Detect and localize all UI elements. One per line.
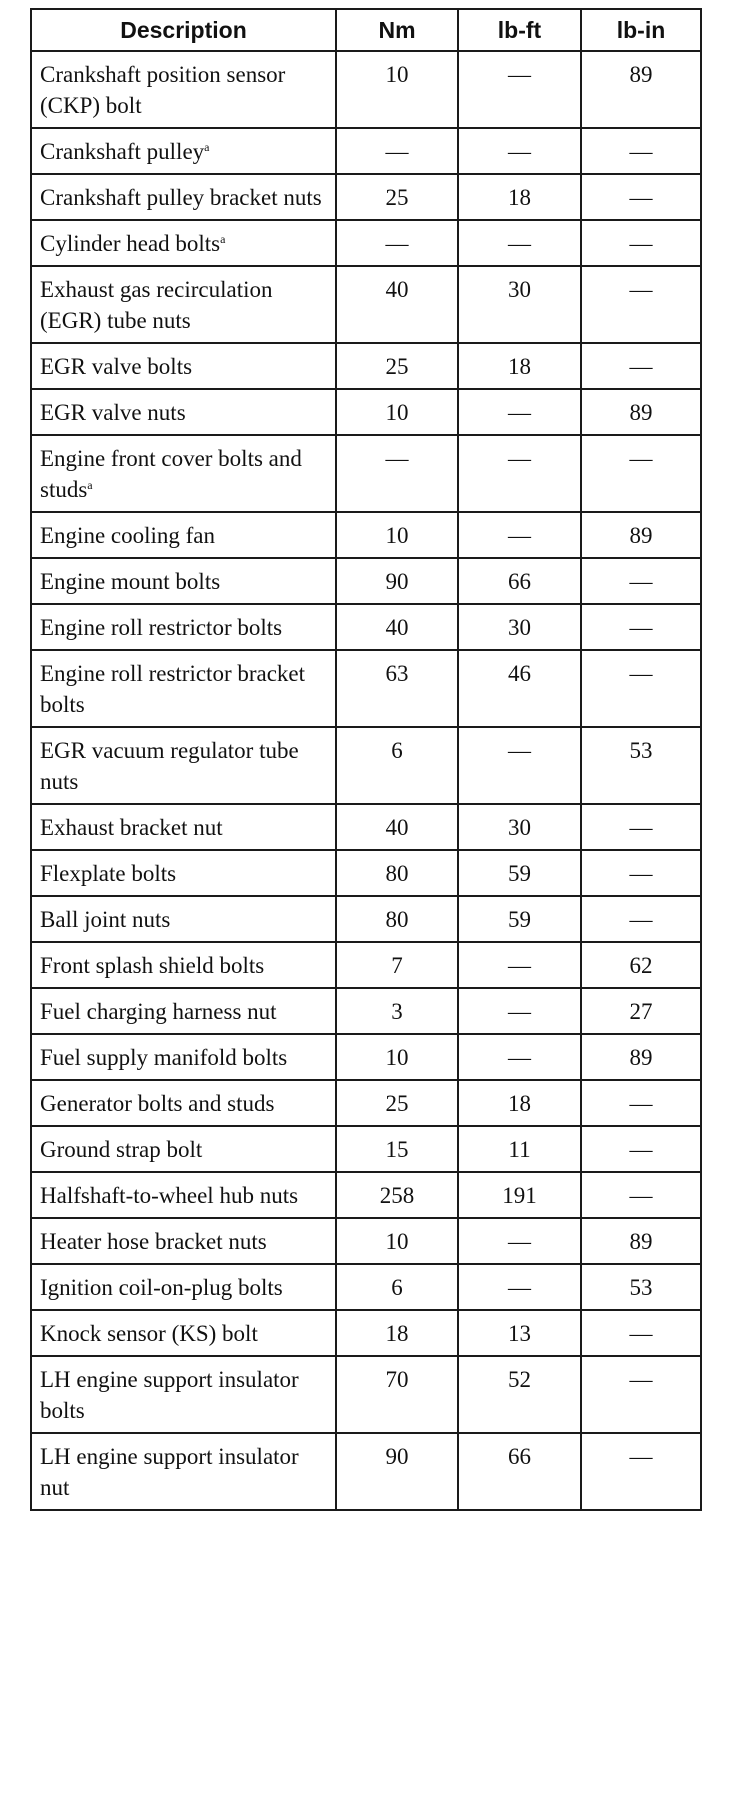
description-text: Knock sensor (KS) bolt bbox=[40, 1321, 258, 1346]
table-row bbox=[31, 1264, 701, 1310]
cell-description bbox=[31, 51, 336, 128]
description-text: Generator bolts and studs bbox=[40, 1091, 275, 1116]
cell-lb-ft: — bbox=[458, 1034, 581, 1080]
cell-lb-in: — bbox=[581, 604, 701, 650]
cell-lb-in: — bbox=[581, 1310, 701, 1356]
cell-lb-ft: 30 bbox=[458, 604, 581, 650]
cell-lb-ft: 191 bbox=[458, 1172, 581, 1218]
description-text: Engine roll restrictor bolts bbox=[40, 615, 283, 640]
cell-nm: 90 bbox=[336, 558, 458, 604]
cell-lb-ft: — bbox=[458, 1264, 581, 1310]
cell-lb-ft: 30 bbox=[458, 266, 581, 343]
cell-nm: 40 bbox=[336, 604, 458, 650]
description-text: Flexplate bolts bbox=[40, 861, 177, 886]
cell-nm: — bbox=[336, 435, 458, 512]
footnote-marker: a bbox=[204, 140, 210, 154]
description-text: Fuel charging harness nut bbox=[40, 999, 277, 1024]
cell-lb-in: — bbox=[581, 1433, 701, 1510]
cell-nm: 63 bbox=[336, 650, 458, 727]
table-row bbox=[31, 1080, 701, 1126]
cell-lb-ft: 46 bbox=[458, 650, 581, 727]
cell-lb-in: 89 bbox=[581, 512, 701, 558]
description-text: LH engine support insulator bolts bbox=[40, 1367, 299, 1423]
cell-nm: 15 bbox=[336, 1126, 458, 1172]
cell-lb-ft: — bbox=[458, 435, 581, 512]
cell-description bbox=[31, 220, 336, 266]
footnote-marker: a bbox=[220, 232, 226, 246]
cell-description bbox=[31, 1172, 336, 1218]
cell-lb-ft: — bbox=[458, 942, 581, 988]
description-text: Engine front cover bolts and studs bbox=[40, 446, 302, 502]
cell-lb-in: 53 bbox=[581, 1264, 701, 1310]
cell-lb-in: 27 bbox=[581, 988, 701, 1034]
cell-nm: 10 bbox=[336, 51, 458, 128]
cell-nm: 10 bbox=[336, 512, 458, 558]
table-row bbox=[31, 650, 701, 727]
cell-description bbox=[31, 727, 336, 804]
cell-lb-in: — bbox=[581, 128, 701, 174]
cell-description bbox=[31, 1310, 336, 1356]
cell-lb-ft: 30 bbox=[458, 804, 581, 850]
cell-lb-ft: 66 bbox=[458, 1433, 581, 1510]
table-row bbox=[31, 512, 701, 558]
table-row bbox=[31, 896, 701, 942]
cell-nm: — bbox=[336, 220, 458, 266]
table-row bbox=[31, 1356, 701, 1433]
header-lb-ft: lb-ft bbox=[458, 9, 581, 51]
description-text: Crankshaft position sensor (CKP) bolt bbox=[40, 62, 286, 118]
cell-nm: 25 bbox=[336, 343, 458, 389]
table-row bbox=[31, 988, 701, 1034]
table-row bbox=[31, 266, 701, 343]
table-row bbox=[31, 220, 701, 266]
cell-nm: 10 bbox=[336, 389, 458, 435]
cell-description bbox=[31, 128, 336, 174]
cell-description bbox=[31, 1218, 336, 1264]
cell-description bbox=[31, 1433, 336, 1510]
cell-description bbox=[31, 1126, 336, 1172]
cell-description bbox=[31, 435, 336, 512]
table-row bbox=[31, 128, 701, 174]
cell-lb-ft: — bbox=[458, 727, 581, 804]
cell-lb-ft: — bbox=[458, 512, 581, 558]
table-row bbox=[31, 1172, 701, 1218]
cell-lb-in: — bbox=[581, 220, 701, 266]
cell-nm: 80 bbox=[336, 850, 458, 896]
cell-description bbox=[31, 896, 336, 942]
description-text: Exhaust gas recirculation (EGR) tube nuts bbox=[40, 277, 273, 333]
cell-nm: 7 bbox=[336, 942, 458, 988]
table-row bbox=[31, 435, 701, 512]
cell-lb-in: — bbox=[581, 343, 701, 389]
cell-lb-in: — bbox=[581, 558, 701, 604]
cell-description bbox=[31, 512, 336, 558]
table-row bbox=[31, 604, 701, 650]
torque-specifications-table bbox=[30, 8, 702, 1511]
cell-lb-ft: 18 bbox=[458, 343, 581, 389]
footnote-marker: a bbox=[87, 478, 93, 492]
table-row bbox=[31, 1034, 701, 1080]
description-text: Ball joint nuts bbox=[40, 907, 171, 932]
cell-lb-ft: 59 bbox=[458, 896, 581, 942]
description-text: Ignition coil-on-plug bolts bbox=[40, 1275, 283, 1300]
table-header-row bbox=[31, 9, 701, 51]
table-row bbox=[31, 727, 701, 804]
cell-lb-ft: 66 bbox=[458, 558, 581, 604]
cell-lb-in: — bbox=[581, 804, 701, 850]
table-body bbox=[31, 51, 701, 1510]
cell-lb-in: 62 bbox=[581, 942, 701, 988]
description-text: Fuel supply manifold bolts bbox=[40, 1045, 288, 1070]
cell-nm: 25 bbox=[336, 1080, 458, 1126]
cell-lb-ft: — bbox=[458, 220, 581, 266]
cell-nm: 90 bbox=[336, 1433, 458, 1510]
cell-description bbox=[31, 389, 336, 435]
table-row bbox=[31, 1310, 701, 1356]
cell-nm: 6 bbox=[336, 1264, 458, 1310]
cell-lb-in: — bbox=[581, 1126, 701, 1172]
description-text: Engine mount bolts bbox=[40, 569, 221, 594]
cell-lb-ft: — bbox=[458, 389, 581, 435]
table-row bbox=[31, 558, 701, 604]
table-row bbox=[31, 174, 701, 220]
cell-nm: — bbox=[336, 128, 458, 174]
cell-lb-in: — bbox=[581, 266, 701, 343]
cell-description bbox=[31, 1034, 336, 1080]
cell-lb-in: — bbox=[581, 1172, 701, 1218]
description-text: Ground strap bolt bbox=[40, 1137, 203, 1162]
header-description: Description bbox=[31, 9, 336, 51]
cell-lb-ft: — bbox=[458, 128, 581, 174]
description-text: Halfshaft-to-wheel hub nuts bbox=[40, 1183, 299, 1208]
cell-description bbox=[31, 1356, 336, 1433]
cell-lb-ft: — bbox=[458, 51, 581, 128]
cell-nm: 10 bbox=[336, 1218, 458, 1264]
description-text: Crankshaft pulley bbox=[40, 139, 205, 164]
cell-lb-in: 89 bbox=[581, 1218, 701, 1264]
description-text: Exhaust bracket nut bbox=[40, 815, 223, 840]
table-row bbox=[31, 942, 701, 988]
cell-nm: 40 bbox=[336, 804, 458, 850]
table-row bbox=[31, 1126, 701, 1172]
cell-lb-in: — bbox=[581, 1080, 701, 1126]
cell-nm: 3 bbox=[336, 988, 458, 1034]
cell-lb-in: 89 bbox=[581, 389, 701, 435]
table-row bbox=[31, 389, 701, 435]
description-text: EGR valve nuts bbox=[40, 400, 186, 425]
cell-description bbox=[31, 604, 336, 650]
cell-lb-ft: — bbox=[458, 1218, 581, 1264]
cell-lb-ft: 52 bbox=[458, 1356, 581, 1433]
description-text: Cylinder head bolts bbox=[40, 231, 221, 256]
cell-lb-in: — bbox=[581, 850, 701, 896]
header-lb-in: lb-in bbox=[581, 9, 701, 51]
cell-nm: 80 bbox=[336, 896, 458, 942]
cell-nm: 25 bbox=[336, 174, 458, 220]
cell-lb-in: 89 bbox=[581, 51, 701, 128]
cell-lb-in: — bbox=[581, 650, 701, 727]
cell-nm: 6 bbox=[336, 727, 458, 804]
cell-description bbox=[31, 266, 336, 343]
description-text: Front splash shield bolts bbox=[40, 953, 265, 978]
table-row bbox=[31, 1218, 701, 1264]
cell-description bbox=[31, 1264, 336, 1310]
cell-description bbox=[31, 1080, 336, 1126]
cell-lb-in: — bbox=[581, 896, 701, 942]
cell-description bbox=[31, 850, 336, 896]
cell-lb-in: — bbox=[581, 435, 701, 512]
description-text: LH engine support insulator nut bbox=[40, 1444, 299, 1500]
cell-description bbox=[31, 343, 336, 389]
description-text: Engine roll restrictor bracket bolts bbox=[40, 661, 306, 717]
cell-nm: 18 bbox=[336, 1310, 458, 1356]
cell-lb-ft: 18 bbox=[458, 174, 581, 220]
cell-lb-in: 53 bbox=[581, 727, 701, 804]
table-row bbox=[31, 51, 701, 128]
cell-description bbox=[31, 988, 336, 1034]
cell-nm: 258 bbox=[336, 1172, 458, 1218]
table-row bbox=[31, 850, 701, 896]
cell-lb-in: 89 bbox=[581, 1034, 701, 1080]
cell-description bbox=[31, 650, 336, 727]
description-text: EGR valve bolts bbox=[40, 354, 193, 379]
description-text: Crankshaft pulley bracket nuts bbox=[40, 185, 322, 210]
cell-lb-ft: 13 bbox=[458, 1310, 581, 1356]
table-row bbox=[31, 1433, 701, 1510]
cell-nm: 10 bbox=[336, 1034, 458, 1080]
cell-lb-ft: — bbox=[458, 988, 581, 1034]
cell-lb-in: — bbox=[581, 174, 701, 220]
cell-description bbox=[31, 558, 336, 604]
cell-lb-ft: 18 bbox=[458, 1080, 581, 1126]
header-nm: Nm bbox=[336, 9, 458, 51]
description-text: EGR vacuum regulator tube nuts bbox=[40, 738, 299, 794]
table-row bbox=[31, 343, 701, 389]
cell-nm: 40 bbox=[336, 266, 458, 343]
description-text: Engine cooling fan bbox=[40, 523, 216, 548]
cell-lb-ft: 11 bbox=[458, 1126, 581, 1172]
cell-description bbox=[31, 174, 336, 220]
cell-lb-ft: 59 bbox=[458, 850, 581, 896]
cell-description bbox=[31, 942, 336, 988]
cell-description bbox=[31, 804, 336, 850]
cell-nm: 70 bbox=[336, 1356, 458, 1433]
table-row bbox=[31, 804, 701, 850]
description-text: Heater hose bracket nuts bbox=[40, 1229, 267, 1254]
cell-lb-in: — bbox=[581, 1356, 701, 1433]
